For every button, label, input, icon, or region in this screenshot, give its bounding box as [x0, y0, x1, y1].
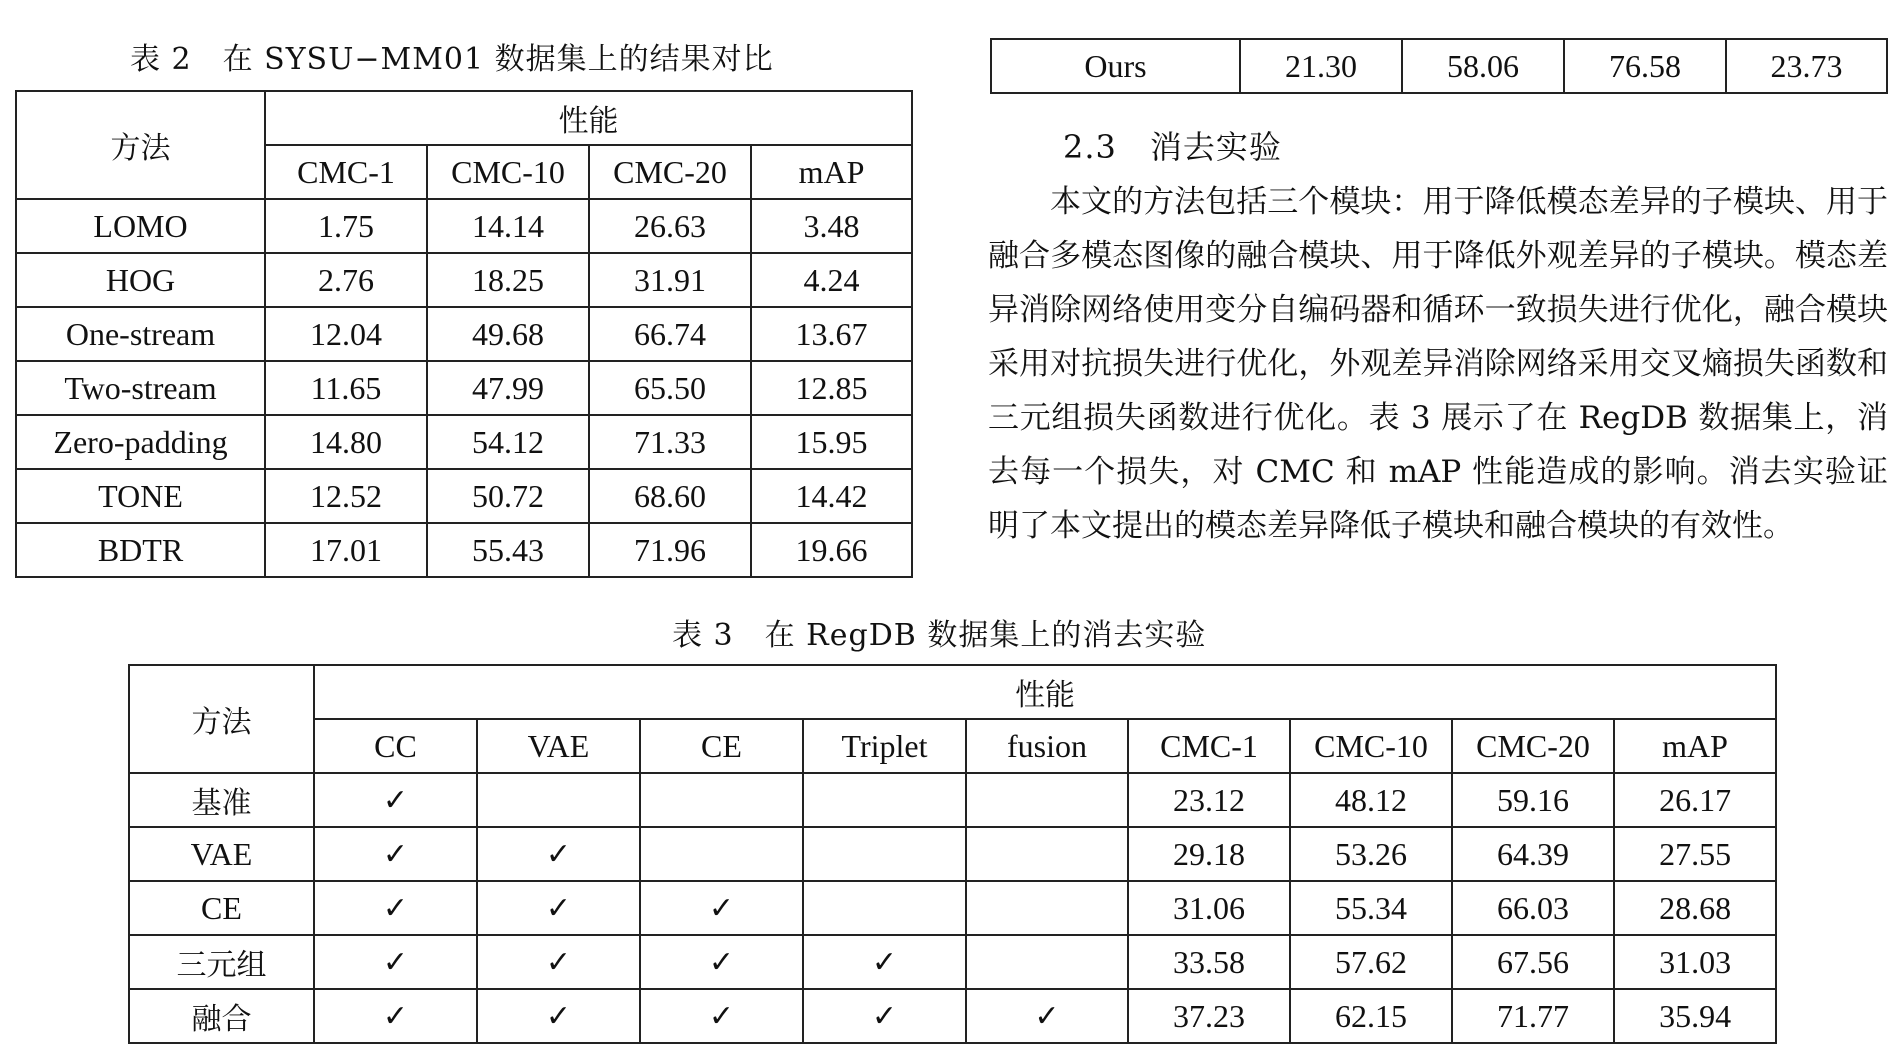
table2-method-cell: Zero-padding — [16, 415, 265, 469]
table3-value-cell: 55.34 — [1290, 881, 1452, 935]
check-mark-icon: ✓ — [314, 827, 477, 881]
table-row — [129, 827, 1776, 881]
table-row — [129, 881, 1776, 935]
table2-continued — [990, 38, 1888, 94]
table2-value-cell: 4.24 — [751, 253, 912, 307]
table2-value-cell: 12.85 — [751, 361, 912, 415]
table-row — [129, 773, 1776, 827]
table2-value-cell: 21.30 — [1240, 39, 1402, 93]
check-mark-icon — [966, 773, 1128, 827]
table2-value-cell: 50.72 — [427, 469, 589, 523]
table2-col-header: CMC-1 — [265, 145, 427, 199]
table3-col-header: VAE — [477, 719, 640, 773]
check-mark-icon: ✓ — [966, 989, 1128, 1043]
table3-value-cell: 28.68 — [1614, 881, 1776, 935]
table2-method-cell: LOMO — [16, 199, 265, 253]
table3-value-cell: 31.03 — [1614, 935, 1776, 989]
table2-value-cell: 14.14 — [427, 199, 589, 253]
table2-method-cell: BDTR — [16, 523, 265, 577]
table2-value-cell: 18.25 — [427, 253, 589, 307]
table2-value-cell: 17.01 — [265, 523, 427, 577]
table3-value-cell: 26.17 — [1614, 773, 1776, 827]
table-row — [129, 989, 1776, 1043]
table2-value-cell: 71.96 — [589, 523, 751, 577]
table-row — [129, 935, 1776, 989]
table2-value-cell: 14.42 — [751, 469, 912, 523]
check-mark-icon — [966, 935, 1128, 989]
table3-col-header: CC — [314, 719, 477, 773]
check-mark-icon: ✓ — [314, 881, 477, 935]
check-mark-icon — [477, 773, 640, 827]
table3-col-header: mAP — [1614, 719, 1776, 773]
check-mark-icon: ✓ — [477, 989, 640, 1043]
table-row — [16, 523, 912, 577]
check-mark-icon: ✓ — [640, 935, 803, 989]
table3-col-header: CMC-20 — [1452, 719, 1614, 773]
table3-caption: 表 3 在 RegDB 数据集上的消去实验 — [672, 618, 1207, 653]
table3-value-cell: 53.26 — [1290, 827, 1452, 881]
check-mark-icon: ✓ — [477, 881, 640, 935]
check-mark-icon — [803, 881, 966, 935]
table2-value-cell: 55.43 — [427, 523, 589, 577]
table-row — [16, 253, 912, 307]
table2-method-cell: Ours — [991, 39, 1240, 93]
check-mark-icon: ✓ — [477, 827, 640, 881]
table2-method-header: 方法 — [16, 91, 265, 199]
check-mark-icon: ✓ — [314, 935, 477, 989]
table2-value-cell: 31.91 — [589, 253, 751, 307]
table2-value-cell: 26.63 — [589, 199, 751, 253]
table2-value-cell: 23.73 — [1726, 39, 1887, 93]
table2-col-header: mAP — [751, 145, 912, 199]
check-mark-icon — [803, 827, 966, 881]
check-mark-icon: ✓ — [803, 935, 966, 989]
table2-value-cell: 65.50 — [589, 361, 751, 415]
check-mark-icon: ✓ — [640, 989, 803, 1043]
table3-value-cell: 35.94 — [1614, 989, 1776, 1043]
table3-perf-header: 性能 — [314, 665, 1776, 719]
table3-value-cell: 31.06 — [1128, 881, 1290, 935]
table2-col-header: CMC-10 — [427, 145, 589, 199]
table2-method-cell: One-stream — [16, 307, 265, 361]
table2-value-cell: 76.58 — [1564, 39, 1726, 93]
table3-method-cell: 基准 — [129, 773, 314, 827]
table2-value-cell: 66.74 — [589, 307, 751, 361]
table3-value-cell: 71.77 — [1452, 989, 1614, 1043]
check-mark-icon — [803, 773, 966, 827]
table-row — [16, 415, 912, 469]
table2-value-cell: 2.76 — [265, 253, 427, 307]
table2-col-header: CMC-20 — [589, 145, 751, 199]
table2-value-cell: 3.48 — [751, 199, 912, 253]
table2-value-cell: 1.75 — [265, 199, 427, 253]
table3-col-header: CE — [640, 719, 803, 773]
check-mark-icon — [966, 827, 1128, 881]
table2-value-cell: 49.68 — [427, 307, 589, 361]
table3-method-cell: 三元组 — [129, 935, 314, 989]
table2-value-cell: 71.33 — [589, 415, 751, 469]
section-body — [988, 175, 1888, 553]
table3-method-cell: CE — [129, 881, 314, 935]
table3-method-cell: VAE — [129, 827, 314, 881]
table-row — [16, 469, 912, 523]
table2-value-cell: 13.67 — [751, 307, 912, 361]
table3-col-header: CMC-10 — [1290, 719, 1452, 773]
table3-value-cell: 64.39 — [1452, 827, 1614, 881]
table3-value-cell: 66.03 — [1452, 881, 1614, 935]
table3-col-header: Triplet — [803, 719, 966, 773]
table2-method-cell: TONE — [16, 469, 265, 523]
table2-value-cell: 19.66 — [751, 523, 912, 577]
table3-value-cell: 59.16 — [1452, 773, 1614, 827]
table2-perf-header: 性能 — [265, 91, 912, 145]
table3-col-header: fusion — [966, 719, 1128, 773]
table-row — [991, 39, 1887, 93]
table3 — [128, 664, 1777, 1044]
table3-value-cell: 48.12 — [1290, 773, 1452, 827]
table3-value-cell: 33.58 — [1128, 935, 1290, 989]
check-mark-icon — [640, 827, 803, 881]
table2 — [15, 90, 913, 578]
table3-value-cell: 29.18 — [1128, 827, 1290, 881]
table2-value-cell: 11.65 — [265, 361, 427, 415]
table3-value-cell: 67.56 — [1452, 935, 1614, 989]
check-mark-icon: ✓ — [314, 989, 477, 1043]
table2-value-cell: 12.52 — [265, 469, 427, 523]
table-row — [16, 307, 912, 361]
table2-value-cell: 68.60 — [589, 469, 751, 523]
table2-method-cell: Two-stream — [16, 361, 265, 415]
table2-value-cell: 54.12 — [427, 415, 589, 469]
table2-value-cell: 12.04 — [265, 307, 427, 361]
section-paragraph: 本文的方法包括三个模块：用于降低模态差异的子模块、用于融合多模态图像的融合模块、用于降低外观差异的子模块。模态差异消除网络使用变分自编码器和循环一致损失进行优化，融合模块采用对抗损失进行优化，外观差异消除网络采用交叉熵损失函数和三元组损失函数进行优化。表 3 展示了在 RegDB 数据集上，消去每一个损失，对 CMC 和 mAP 性能造成的影响。消去实验证明了本文提出的模态差异降低子模块和融合模块的有效性。 — [988, 184, 1888, 544]
table3-value-cell: 62.15 — [1290, 989, 1452, 1043]
table2-value-cell: 15.95 — [751, 415, 912, 469]
table3-method-header: 方法 — [129, 665, 314, 773]
check-mark-icon: ✓ — [640, 881, 803, 935]
table3-method-cell: 融合 — [129, 989, 314, 1043]
table2-caption: 表 2 在 SYSU−MM01 数据集上的结果对比 — [130, 42, 774, 77]
check-mark-icon: ✓ — [314, 773, 477, 827]
table3-col-header: CMC-1 — [1128, 719, 1290, 773]
check-mark-icon: ✓ — [477, 935, 640, 989]
table-row — [16, 361, 912, 415]
table3-value-cell: 57.62 — [1290, 935, 1452, 989]
table2-method-cell: HOG — [16, 253, 265, 307]
table2-value-cell: 47.99 — [427, 361, 589, 415]
check-mark-icon — [966, 881, 1128, 935]
table3-value-cell: 23.12 — [1128, 773, 1290, 827]
table2-value-cell: 58.06 — [1402, 39, 1564, 93]
check-mark-icon: ✓ — [803, 989, 966, 1043]
table3-value-cell: 27.55 — [1614, 827, 1776, 881]
check-mark-icon — [640, 773, 803, 827]
table-row — [16, 199, 912, 253]
section-heading: 2.3 消去实验 — [1063, 128, 1282, 166]
table2-value-cell: 14.80 — [265, 415, 427, 469]
table3-value-cell: 37.23 — [1128, 989, 1290, 1043]
